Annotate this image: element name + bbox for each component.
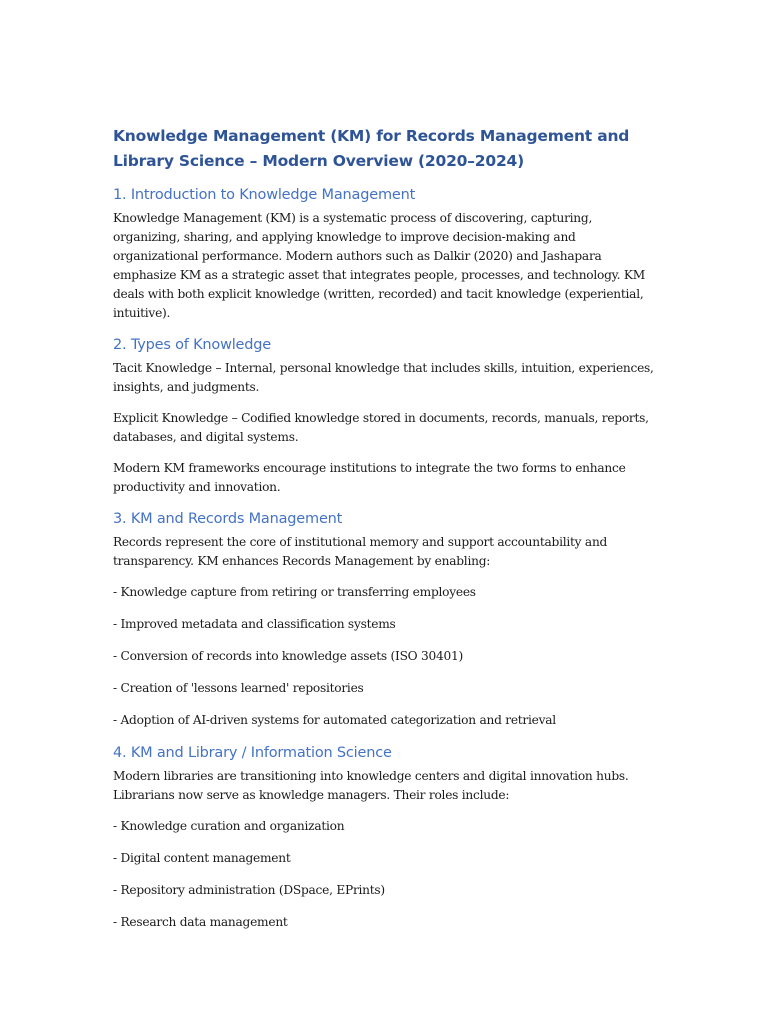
- paragraph: Knowledge Management (KM) is a systematic process of discovering, capturing, organizing, sharing, and applying knowledge to improve decision-making and organizational performance. Modern authors such as Dalkir (2020) and Jashapara emphasize KM as a strategic asset that integrates people, processes, and technology. KM deals with both explicit knowledge (written, recorded) and tacit knowledge (experiential, intuitive).: [113, 211, 646, 320]
- list-item: - Digital content management: [113, 851, 291, 865]
- list-item: - Knowledge capture from retiring or transferring employees: [113, 585, 476, 599]
- list-item: - Repository administration (DSpace, EPrints): [113, 883, 385, 897]
- document-title: Knowledge Management (KM) for Records Management and Library Science – Modern Overview (2020–2024): [113, 127, 630, 170]
- list-item: - Knowledge curation and organization: [113, 819, 345, 833]
- list-item: - Conversion of records into knowledge assets (ISO 30401): [113, 649, 464, 663]
- section-types-of-knowledge: [113, 335, 658, 497]
- paragraph: Modern KM frameworks encourage institutions to integrate the two forms to enhance productivity and innovation.: [113, 461, 626, 494]
- section-km-library-science: [113, 743, 658, 932]
- paragraph: Modern libraries are transitioning into knowledge centers and digital innovation hubs. Librarians now serve as knowledge managers. Their roles include:: [113, 769, 629, 802]
- section-heading: 2. Types of Knowledge: [113, 337, 272, 353]
- section-km-records-management: [113, 509, 658, 730]
- paragraph: Explicit Knowledge – Codified knowledge stored in documents, records, manuals, reports, databases, and digital systems.: [113, 411, 649, 444]
- list-item: - Improved metadata and classification systems: [113, 617, 396, 631]
- section-heading: 4. KM and Library / Information Science: [113, 745, 392, 761]
- section-introduction: [113, 185, 658, 323]
- document-page: [113, 124, 658, 945]
- list-item: - Research data management: [113, 915, 288, 929]
- section-heading: 1. Introduction to Knowledge Management: [113, 187, 416, 203]
- list-item: - Adoption of AI-driven systems for automated categorization and retrieval: [113, 713, 556, 727]
- paragraph: Records represent the core of institutional memory and support accountability and transparency. KM enhances Records Management by enabling:: [113, 535, 608, 568]
- section-heading: 3. KM and Records Management: [113, 511, 343, 527]
- list-item: - Creation of 'lessons learned' repositories: [113, 681, 364, 695]
- paragraph: Tacit Knowledge – Internal, personal knowledge that includes skills, intuition, experiences, insights, and judgments.: [113, 361, 654, 394]
